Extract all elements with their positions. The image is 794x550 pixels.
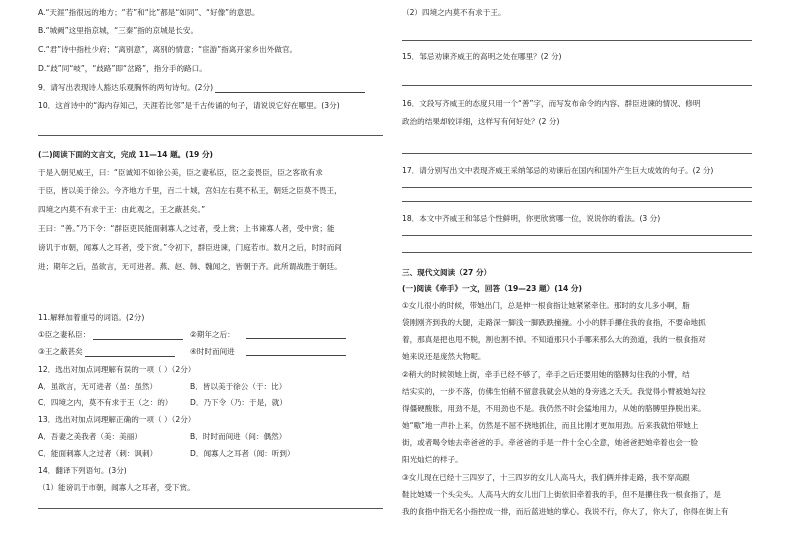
para2-line: ②稍大的时候领她上街，牵手已经不够了，牵手之后还要用她的胳膊勾住我的小臂，结 xyxy=(402,370,690,379)
q15-answer-line[interactable] xyxy=(402,85,752,86)
q16-prompt-line2: 政治的结果却较详细，这样写有何好处？(2 分) xyxy=(402,117,560,126)
q12-row-2 xyxy=(38,398,378,408)
q13-row-2 xyxy=(38,449,378,459)
reading-subsection-title: (一)阅读《牵手》一文，回答（19—23 题）(14 分) xyxy=(402,284,582,293)
para3-line: 我的食指中指无名小指控成一排，而后蓝进她的掌心。我说不行，你大了，你大了，你得在街上有 xyxy=(402,507,729,516)
q8-option-d: D.“歧”同“岐”，“歧路”即“岔路”，指分手的路口。 xyxy=(38,64,207,73)
para1-line: 她来说还是庞然大物呢。 xyxy=(402,352,486,361)
q10-answer-line[interactable] xyxy=(38,135,383,136)
q12-option-d: D．乃下令（乃：于是，就） xyxy=(190,398,287,407)
q12-option-a: A．虽欲言，无可进者（虽：虽然） xyxy=(38,382,158,391)
passage-line: 于臣，皆以美于徐公。今齐地方千里，百二十城，宫妇左右莫不私王，朝廷之臣莫不畏王， xyxy=(38,186,342,195)
q11-item-1: ①臣之妻私臣： xyxy=(38,330,91,339)
q13-option-d: D．闻寡人之耳者（闻：听到） xyxy=(190,449,295,458)
q11-row-1 xyxy=(38,330,378,340)
passage-line: 四境之内莫不有求于王：由此观之，王之蔽甚矣。” xyxy=(38,205,206,214)
q14-prompt: 14．翻译下列语句。(3分) xyxy=(38,466,127,475)
para2-line: 得僵硬酸胀，用劲不是，不用劲也不是。我仍然不时会猛地用力，从她的胳膊里挣脱出来。 xyxy=(402,404,706,413)
q10-prompt: 10．这首诗中的“海内存知己，天涯若比邻”是千古传诵的句子，请说说它好在哪里。(3分) xyxy=(38,101,340,110)
q12-row-1 xyxy=(38,382,378,392)
q18-answer-line[interactable] xyxy=(402,235,752,236)
q11-item-2: ②期年之后： xyxy=(190,330,235,339)
q11-item-4: ④时时而间进 xyxy=(190,347,235,356)
q12-option-b: B．皆以美于徐公（于：比） xyxy=(190,382,287,391)
q14-sentence-2: （2）四境之内莫不有求于王。 xyxy=(402,8,506,17)
para1-line: ①女儿很小的时候，带她出门，总是伸一根食指让她紧紧牵住。那时的女儿多小啊，脂 xyxy=(402,301,690,310)
q8-option-a: A.“天涯”指很远的地方；“若”和“比”都是“如同”、“好像”的意思。 xyxy=(38,8,260,17)
q11-blank-2[interactable] xyxy=(246,330,346,339)
q16-prompt-line1: 16．文段写齐威王的态度只用一个“善”字，而写发布命令的内容、群臣进谏的情况、修明 xyxy=(402,99,701,108)
q11-blank-3[interactable] xyxy=(85,348,175,357)
q13-option-c: C．能面刺寡人之过者（刺：讽刺） xyxy=(38,449,158,458)
q11-blank-1[interactable] xyxy=(93,331,183,340)
section3-title: 三、现代文阅读（27 分） xyxy=(402,268,492,277)
q18-answer-line[interactable] xyxy=(402,252,752,253)
q14-2-answer-line[interactable] xyxy=(402,40,752,41)
q17-prompt: 17．请分别写出文中表现齐威王采纳邹忌的劝谏后在国内和国外产生巨大成效的句子。(2 分) xyxy=(402,166,714,175)
q9-answer-blank[interactable] xyxy=(215,84,365,93)
q13-option-b: B．时时而间进（间：偶然） xyxy=(190,432,287,441)
q15-prompt: 15．邹忌劝谏齐威王的高明之处在哪里？(2 分) xyxy=(402,52,562,61)
para2-line: 她“嗷”地一声扑上来，仿然是不屈不挠地抓住，而且比刚才更加用劲。后来我就怕带她上 xyxy=(402,421,699,430)
para3-line: 鞋比她矮一个头尖头。人高马大的女儿出门上街依旧牵着我的手，但不是攥住我一根食指了，是 xyxy=(402,490,721,499)
para1-line: 着，那真是把也甩不脱，割也割不掉。不知道那只小手哪来那么大的劲道，我的一根食指对 xyxy=(402,335,706,344)
q12-option-c: C．四境之内，莫不有求于王（之：的） xyxy=(38,398,173,407)
q13-prompt: 13．选出对加点词理解正确的一项（ ）（2分） xyxy=(38,415,196,424)
q16-answer-line[interactable] xyxy=(402,153,752,154)
q11-item-3: ③王之蔽甚矣 xyxy=(38,347,83,356)
passage-line: 谤讥于市朝，闻寡人之耳者，受下赏。”令初下，群臣进谏，门庭若市。数月之后，时时而间 xyxy=(38,243,342,252)
q14-1-answer-line[interactable] xyxy=(38,508,383,509)
q11-blank-4[interactable] xyxy=(246,347,346,356)
q17-answer-line[interactable] xyxy=(402,201,752,202)
section2-title: (二)阅读下面的文言文，完成 11—14 题。(19 分) xyxy=(38,150,214,159)
q9-prompt xyxy=(38,83,365,93)
q12-prompt: 12．选出对加点词理解有误的一项（ ）（2分） xyxy=(38,365,196,374)
para2-line: 阳光灿烂的样子。 xyxy=(402,455,463,464)
passage-line: 王曰：“善。”乃下令：“群臣吏民能面刺寡人之过者，受上赏；上书谏寡人者，受中赏；能 xyxy=(38,224,335,233)
q18-prompt: 18．本文中齐威王和邹忌个性鲜明，你更欣赏哪一位，说说你的看法。(3 分) xyxy=(402,214,661,223)
q11-row-2 xyxy=(38,347,378,357)
passage-line: 进；期年之后，虽欲言，无可进者。燕、赵、韩、魏闻之，皆朝于齐。此所谓战胜于朝廷。 xyxy=(38,262,342,271)
para2-line: 街，或者喝令她去牵爸爸的手。牵爸爸的手是一件十全心全意，她爸爸把她牵着也会一脸 xyxy=(402,438,699,447)
q8-option-b: B.“城阙”这里指京城，“三秦”指的京城是长安。 xyxy=(38,26,199,35)
para1-line: 袋刚刚齐到我的大腿，走路深一脚浅一脚跌跌撞撞。小小的胖手攥住我的食指，不要命地抓 xyxy=(402,318,706,327)
q13-option-a: A．吾妻之美我者（美：美丽） xyxy=(38,432,142,441)
passage-line: 于是入朝见威王，曰：“臣诚知不如徐公美，臣之妻私臣，臣之妾畏臣，臣之客欲有求 xyxy=(38,168,323,177)
q13-row-1 xyxy=(38,432,378,442)
q8-option-c: C.“君”诗中指杜少府；“离别意”，离别的情意；“宦游”指离开家乡出外做官。 xyxy=(38,45,298,54)
para2-line: 结实实的，一步不落，仿佛生怕稍不留意我就会从她的身旁逃之夭夭。我觉得小臂被她勾拉 xyxy=(402,387,706,396)
para3-line: ③女儿现在已经十三四岁了，十三四岁的女儿人高马大，我们俩并排走路，我不穿高跟 xyxy=(402,473,690,482)
q17-answer-line[interactable] xyxy=(402,187,752,188)
q14-sentence-1: （1）能谤讥于市朝，闻寡人之耳者，受下赏。 xyxy=(38,483,195,492)
q11-prompt: 11.解释加着重号的词语。(2分) xyxy=(38,313,145,322)
q9-text: 9．请写出表现诗人豁达乐观胸怀的两句诗句。(2分) xyxy=(38,83,214,92)
